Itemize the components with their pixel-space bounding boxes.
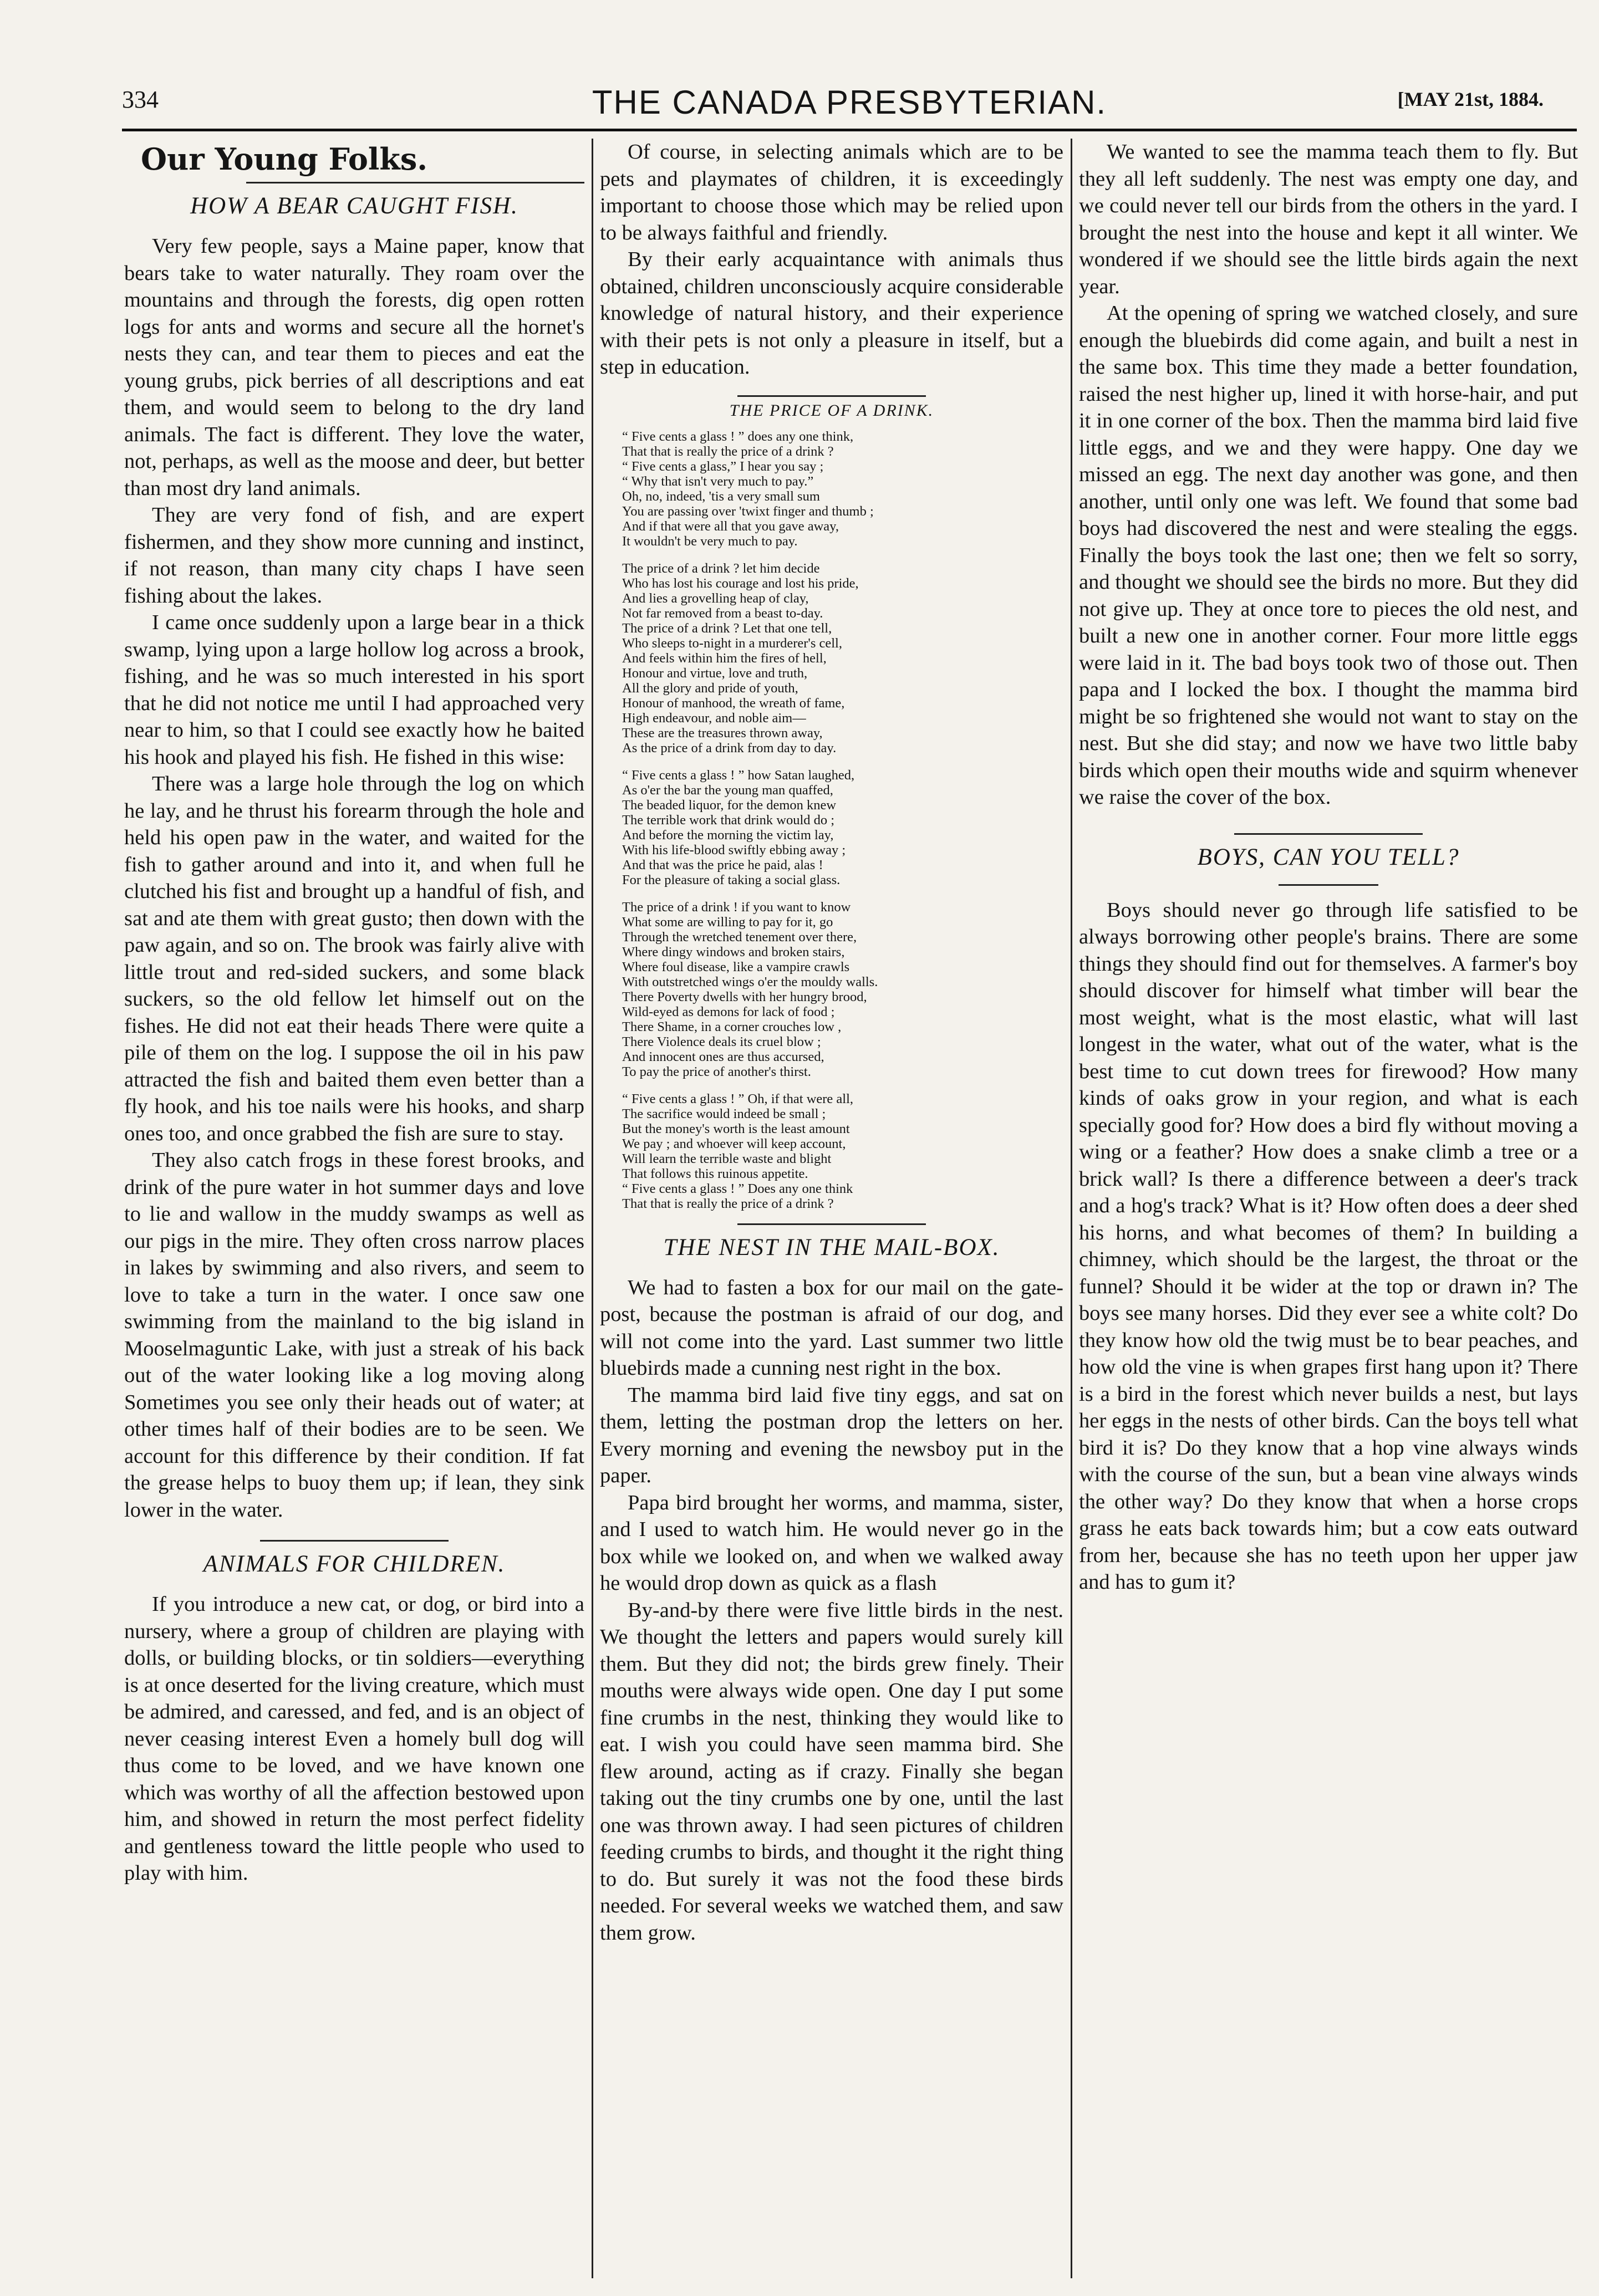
poem-stanza: [622, 900, 1063, 1079]
masthead: [122, 83, 1577, 122]
bear-paragraph-1: Very few people, says a Maine paper, know that bears take to water naturally. They roam over the mountains and through the forests, dig open rotten logs for ants and worms and secure all the hornet's nests they can, and tear them to pieces and eat the young grubs, pick berries of all descriptions and eat them, and would seem to belong to the dry land animals. The fact is different. They love the water, not, perhaps, as well as the moose and deer, but better than most dry land animals.: [124, 234, 584, 500]
poem-line: There Shame, in a corner crouches low ,: [622, 1019, 842, 1034]
poem-line: And lies a grovelling heap of clay,: [622, 590, 809, 606]
poem-stanza: [622, 561, 1063, 756]
poem-line: Where foul disease, like a vampire crawls: [622, 959, 850, 974]
poem-line: You are passing over 'twixt finger and thumb ;: [622, 503, 874, 519]
section-rule: [246, 182, 584, 183]
poem-line: And if that were all that you gave away,: [622, 518, 839, 534]
poem-line: We pay ; and whoever will keep account,: [622, 1136, 846, 1151]
poem-heading: THE PRICE OF A DRINK.: [729, 401, 934, 420]
issue-date: [MAY 21st, 1884.: [1397, 88, 1544, 110]
masthead-rule: [122, 129, 1577, 131]
column-divider: [592, 139, 593, 2278]
page-number: 334: [122, 86, 159, 113]
poem-line: “ Five cents a glass ! ” does any one think,: [622, 428, 854, 444]
poem-line: And that was the price he paid, alas !: [622, 857, 823, 873]
poem-line: And before the morning the victim lay,: [622, 827, 834, 843]
poem-line: The terrible work that drink would do ;: [622, 812, 835, 828]
poem-line: Who sleeps to-night in a murderer's cell,: [622, 635, 842, 651]
poem-line: But the money's worth is the least amount: [622, 1121, 850, 1136]
poem-line: Will learn the terrible waste and blight: [622, 1151, 832, 1166]
nest-paragraph-2: The mamma bird laid five tiny eggs, and sat on them, letting the postman drop the letters on her. Every morning and evening the newsboy put in the paper.: [600, 1383, 1063, 1487]
poem-line: It wouldn't be very much to pay.: [622, 533, 798, 549]
nest-paragraph-1: We had to fasten a box for our mail on the gate-post, because the postman is afraid of our dog, and will not come into the yard. Last summer two little bluebirds made a cunning nest right in the box.: [600, 1275, 1063, 1380]
poem-line: All the glory and pride of youth,: [622, 680, 798, 696]
article-heading-boys: BOYS, CAN YOU TELL?: [1197, 844, 1460, 870]
nest-paragraph-4: By-and-by there were five little birds in the nest. We thought the letters and papers would surely kill them. But they did not; the birds grew finely. Their mouths were always wide open. One day I put some fine crumbs in the nest, thinking they would like to eat. I wish you could have seen mamma bird. She flew around, acting as if crazy. Finally she began taking out the tiny crumbs one by one, until the last one was thrown away. I had seen pictures of children feeding crumbs to birds, and thought it the right thing to do. But surely it was not the food these birds needed. For several weeks we watched them, and saw them grow.: [600, 1598, 1063, 1945]
column-2: [600, 139, 1063, 2278]
poem-line: That follows this ruinous appetite.: [622, 1166, 808, 1181]
poem-line: That that is really the price of a drink ?: [622, 1196, 834, 1211]
separator-rule: [1234, 833, 1423, 835]
nest-paragraph-5: We wanted to see the mamma teach them to fly. But they all left suddenly. The nest was empty one day, and we could never tell our birds from the others in the yard. I brought the nest into the house and kept it all winter. We wondered if we should see the little birds again the next year.: [1079, 140, 1578, 298]
poem-line: What some are willing to pay for it, go: [622, 914, 833, 930]
poem-line: There Violence deals its cruel blow ;: [622, 1034, 821, 1049]
poem-line: The price of a drink ? let him decide: [622, 560, 820, 576]
article-heading-animals: ANIMALS FOR CHILDREN.: [203, 1551, 506, 1577]
poem-line: That that is really the price of a drink ?: [622, 443, 834, 459]
column-1: [124, 139, 584, 2278]
poem-stanza: [622, 768, 1063, 887]
bear-paragraph-4: There was a large hole through the log on which he lay, and he thrust his forearm through the hole and held his open paw in the water, and waited for the fish to gather around and into it, and when full he clutched his fist and brought up a handful of fish, and sat and ate them with great gusto; then down with the paw again, and so on. The brook was fairly alive with little trout and red-sided suckers, and some black suckers, so the old fellow let himself out on the fishes. He did not eat their heads There were quite a pile of them on the log. I suppose the oil in his paw attracted the fish and baited them even better than a fly hook, and his toe nails were his hooks, and sharp ones too, and once grabbed the fish are sure to stay.: [124, 772, 584, 1145]
separator-rule: [737, 1223, 926, 1225]
animals-paragraph-3: By their early acquaintance with animals thus obtained, children unconsciously acquire considerable knowledge of natural history, and their experience with their pets is not only a pleasure in itself, but a step in education.: [600, 248, 1063, 379]
poem-line: The price of a drink ? Let that one tell,: [622, 620, 832, 636]
poem-price-of-a-drink: [622, 429, 1063, 1211]
bear-paragraph-5: They also catch frogs in these forest brooks, and drink of the pure water in hot summer days and love to lie and wallow in the muddy swamps as well as our pigs in the mire. They often cross narrow places in lakes by swimming and also rivers, and seem to love to take a turn in the water. I once saw one swimming from the mainland to the big island in Mooselmaguntic Lake, with just a streak of his back out of the water looking like a log moving along Sometimes you see only their heads out of water; at other times half of their bodies are to be seen. We account for this difference by their condition. If fat the grease helps to buoy them up; if lean, they sink lower in the water.: [124, 1149, 584, 1522]
poem-line: Wild-eyed as demons for lack of food ;: [622, 1004, 835, 1019]
poem-line: And innocent ones are thus accursed,: [622, 1049, 824, 1064]
nest-paragraph-6: At the opening of spring we watched closely, and sure enough the bluebirds did come again, and built a nest in the same box. This time they made a better foundation, raised the nest higher up, lined it with horse-hair, and put it in one corner of the box. Then the mamma bird laid five little eggs, and we and they were happy. One day we missed an egg. The next day another was gone, and then another, until only one was left. We found that some bad boys had discovered the nest and were stealing the eggs. Finally the boys took the last one; then we felt so sorry, and thought we should see the birds no more. But they did not give up. They at once tore to pieces the old nest, and built a new one in another corner. Four more little eggs were laid in it. The bad boys took two of those out. Then papa and I locked the box. I thought the mamma bird might be so frightened she would not want to stay on the nest. But she did stay; and now we have two little baby birds which open their mouths wide and squirm whenever we raise the cover of the box.: [1079, 302, 1578, 809]
poem-line: Honour of manhood, the wreath of fame,: [622, 695, 845, 711]
poem-line: The sacrifice would indeed be small ;: [622, 1106, 826, 1121]
poem-line: Not far removed from a beast to-day.: [622, 605, 823, 621]
poem-line: “ Five cents a glass,” I hear you say ;: [622, 458, 824, 474]
poem-line: To pay the price of another's thirst.: [622, 1064, 811, 1079]
poem-line: And feels within him the fires of hell,: [622, 650, 827, 666]
poem-line: “ Five cents a glass ! ” Does any one think: [622, 1181, 853, 1196]
poem-line: With his life-blood swiftly ebbing away ;: [622, 842, 846, 858]
article-heading-nest: THE NEST IN THE MAIL-BOX.: [663, 1234, 1000, 1261]
column-divider: [1071, 139, 1072, 2278]
section-title: Our Young Folks.: [141, 141, 428, 177]
poem-line: These are the treasures thrown away,: [622, 725, 823, 741]
poem-line: Oh, no, indeed, 'tis a very small sum: [622, 488, 820, 504]
poem-line: Where dingy windows and broken stairs,: [622, 944, 845, 960]
poem-line: “ Five cents a glass ! ” how Satan laughed,: [622, 767, 855, 783]
poem-line: Who has lost his courage and lost his pride,: [622, 575, 859, 591]
poem-line: Honour and virtue, love and truth,: [622, 665, 808, 681]
poem-line: For the pleasure of taking a social glass.: [622, 872, 841, 887]
newspaper-title: THE CANADA PRESBYTERIAN.: [592, 84, 1107, 121]
animals-paragraph-2: Of course, in selecting animals which are to be pets and playmates of children, it is exceedingly important to choose those which may be relied upon to be always faithful and friendly.: [600, 140, 1063, 244]
bear-paragraph-2: They are very fond of fish, and are expert fishermen, and they show more cunning and instinct, if not reason, than many city chaps I have seen fishing about the lakes.: [124, 503, 584, 608]
column-3: [1079, 139, 1578, 2278]
separator-rule: [737, 395, 926, 397]
poem-line: The beaded liquor, for the demon knew: [622, 797, 837, 813]
animals-paragraph-1: If you introduce a new cat, or dog, or bird into a nursery, where a group of children are playing with dolls, or building blocks, or tin soldiers—everything is at once deserted for the living creature, which must be admired, and caressed, and fed, and is an object of never ceasing interest Even a homely bull dog will thus come to be loved, and we have known one which was worthy of all the affection bestowed upon him, and showed in return the most perfect fidelity and gentleness toward the little people who used to play with him.: [124, 1593, 584, 1885]
bear-paragraph-3: I came once suddenly upon a large bear in a thick swamp, lying upon a large hollow log across a brook, fishing, and he was so much interested in his sport that he did not notice me until I had approached very near to him, so that I could see exactly how he baited his hook and played his fish. He fished in this wise:: [124, 611, 584, 769]
poem-line: With outstretched wings o'er the mouldy walls.: [622, 974, 878, 989]
poem-line: “ Five cents a glass ! ” Oh, if that were all,: [622, 1091, 854, 1106]
nest-paragraph-3: Papa bird brought her worms, and mamma, sister, and I used to watch him. He would never go in the box while we looked on, and when we walked away he would drop down as quick as a flash: [600, 1491, 1063, 1595]
poem-line: “ Why that isn't very much to pay.”: [622, 473, 814, 489]
boys-paragraph-1: Boys should never go through life satisfied to be always borrowing other people's brains. There are some things they should find out for themselves. A farmer's boy should discover for himself what timber will bear the most weight, what is the most elastic, what will last longest in the water, what out of the water, what is the best time to cut down trees for firewood? How many kinds of oaks grow in your region, and what is each specially good for? How does a bird fly without moving a wing or a feather? How does a snake climb a tree or a brick wall? Is there a difference between a deer's track and a hog's track? What is it? How often does a deer shed his horns, and what becomes of them? In building a chimney, which should be the largest, the throat or the funnel? Should it be wider at the top or drawn in? The boys see many horses. Did they ever see a white colt? Do they know how old the twig must be to bear peaches, and how old the vine is when grapes first hang upon it? There is a bird in the forest which never builds a nest, but lays her eggs in the nests of other birds. Can the boys tell what bird it is? Do they know that a hop vine always winds with the course of the sun, but a bean vine always winds the other way? Do they know that when a horse crops grass he eats back towards him; but a cow eats outward from her, because she has no teeth upon her upper jaw and has to gum it?: [1079, 898, 1578, 1594]
article-heading-bear: HOW A BEAR CAUGHT FISH.: [190, 193, 518, 219]
poem-line: As the price of a drink from day to day.: [622, 740, 837, 756]
separator-rule: [260, 1540, 449, 1542]
separator-rule: [1279, 884, 1378, 886]
poem-line: High endeavour, and noble aim—: [622, 710, 806, 726]
poem-line: As o'er the bar the young man quaffed,: [622, 782, 833, 798]
poem-stanza: [622, 429, 1063, 549]
poem-stanza: [622, 1091, 1063, 1211]
poem-line: Through the wretched tenement over there,: [622, 929, 857, 945]
poem-line: The price of a drink ! if you want to know: [622, 899, 851, 915]
poem-line: There Poverty dwells with her hungry brood,: [622, 989, 867, 1004]
